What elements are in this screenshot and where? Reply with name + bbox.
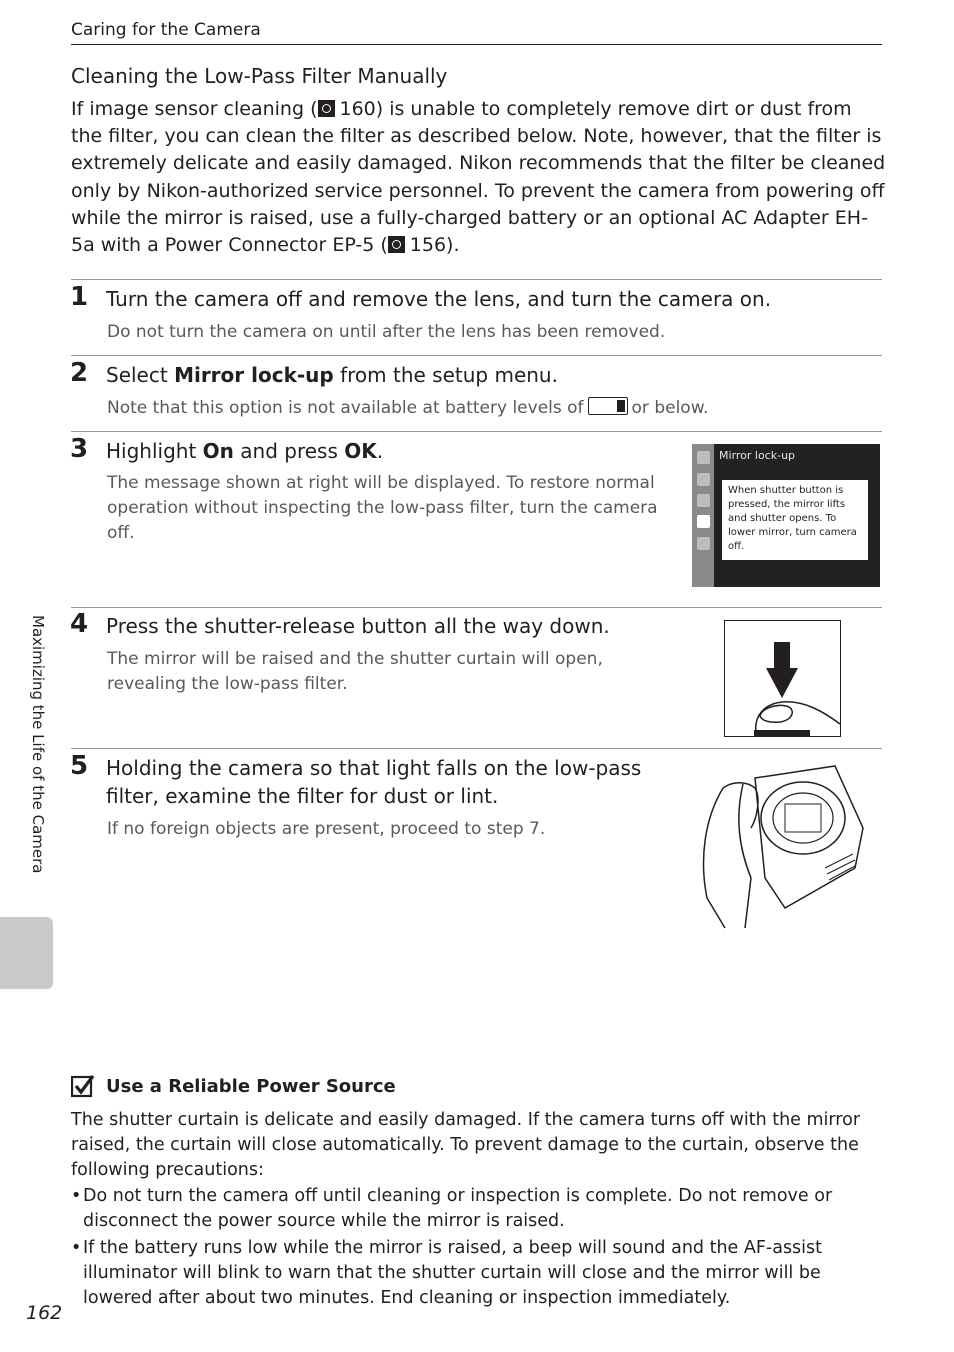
step-3-heading-pre: Highlight bbox=[106, 439, 203, 463]
step-4-number: 4 bbox=[70, 609, 89, 639]
step-4-body: The mirror will be raised and the shutter curtain will open, revealing the low-pass filter. bbox=[107, 649, 603, 694]
step-3-heading-mid: and press bbox=[233, 439, 345, 463]
menu-item-mirror-lock-up: Mirror lock-up bbox=[174, 363, 334, 387]
note-bullet-text: If the battery runs low while the mirror is raised, a beep will sound and the AF-assist illuminator will blink to warn that the shutter curtain will close and the mirror will be lowered after about two minutes. End cleaning or inspection immediately. bbox=[83, 1238, 823, 1308]
step-divider bbox=[71, 607, 882, 608]
step-divider bbox=[71, 431, 882, 432]
step-2-heading-post: from the setup menu. bbox=[333, 363, 558, 387]
step-3-number: 3 bbox=[70, 434, 89, 464]
step-2-body-post: or below. bbox=[631, 398, 709, 418]
step-2-heading-pre: Select bbox=[106, 363, 175, 387]
header-rule bbox=[71, 44, 882, 45]
step-2-number: 2 bbox=[70, 358, 89, 388]
intro-paragraph bbox=[71, 96, 886, 259]
intro-text-1: If image sensor cleaning ( bbox=[71, 98, 318, 120]
step-3-body: The message shown at right will be displayed. To restore normal operation without inspecting the low-pass filter, turn the camera off. bbox=[107, 473, 658, 543]
running-header: Caring for the Camera bbox=[71, 20, 261, 40]
step-5-heading: Holding the camera so that light falls on the low-pass filter, examine the filter for dust or lint. bbox=[106, 756, 642, 808]
chapter-side-label bbox=[25, 615, 55, 905]
step-1-body: Do not turn the camera on until after the lens has been removed. bbox=[107, 322, 666, 342]
note-bullet-text: Do not turn the camera off until cleaning or inspection is complete. Do not remove or disconnect the power source while the mirror is raised. bbox=[83, 1186, 833, 1231]
bullet-dot: • bbox=[71, 1238, 82, 1258]
option-on: On bbox=[202, 439, 234, 463]
step-5-body: If no foreign objects are present, proceed to step 7. bbox=[107, 819, 546, 839]
intro-text-3: 156). bbox=[409, 234, 460, 257]
note-body: The shutter curtain is delicate and easily damaged. If the camera turns off with the mirror raised, the curtain will close automatically. To prevent damage to the curtain, observe the following precautions: bbox=[71, 1110, 861, 1180]
step-3-heading-post: . bbox=[376, 439, 384, 463]
shutter-press-illustration bbox=[724, 620, 841, 737]
step-divider bbox=[71, 279, 882, 280]
step-2-body bbox=[107, 396, 708, 421]
retouch-icon bbox=[697, 537, 710, 550]
setup-wrench-icon bbox=[697, 515, 710, 528]
playback-icon bbox=[697, 451, 710, 464]
step-2-body-pre: Note that this option is not available at battery levels of bbox=[107, 398, 584, 418]
step-4-heading: Press the shutter-release button all the way down. bbox=[106, 614, 610, 638]
page-reference-icon bbox=[388, 236, 405, 253]
page-number: 162 bbox=[26, 1302, 63, 1324]
bullet-dot: • bbox=[71, 1186, 82, 1206]
battery-low-icon bbox=[588, 397, 628, 415]
page-reference-icon bbox=[318, 100, 335, 117]
note-title: Use a Reliable Power Source bbox=[106, 1076, 396, 1097]
step-1-number: 1 bbox=[70, 282, 89, 312]
shooting-icon bbox=[697, 473, 710, 486]
screen-title: Mirror lock-up bbox=[719, 449, 796, 462]
step-3-heading bbox=[106, 437, 383, 465]
section-title: Cleaning the Low-Pass Filter Manually bbox=[71, 64, 448, 88]
chapter-side-label-text: Maximizing the Life of the Camera bbox=[29, 615, 47, 874]
note-bullet bbox=[71, 1184, 886, 1234]
step-1-heading: Turn the camera off and remove the lens, and turn the camera on. bbox=[106, 287, 772, 311]
chapter-tab bbox=[0, 917, 53, 989]
ok-button-label: OK bbox=[344, 439, 377, 463]
screen-message: When shutter button is pressed, the mirror lifts and shutter opens. To lower mirror, turn camera off. bbox=[722, 480, 868, 560]
checkmark-note-icon bbox=[71, 1074, 95, 1098]
step-divider bbox=[71, 355, 882, 356]
note-bullet bbox=[71, 1236, 886, 1311]
intro-text-2: 160) is unable to completely remove dirt or dust from the filter, you can clean the filter as described below. Note, however, that the filter is extremely delicate and easily damaged. Nikon recommends that the filter be cleaned only by Nikon-authorized service personnel. To prevent the camera from powering off while the mirror is raised, use a fully-charged battery or an optional AC Adapter EH-5a with a Power Connector EP-5 ( bbox=[71, 98, 886, 257]
camera-inspection-illustration bbox=[695, 758, 867, 933]
step-5-number: 5 bbox=[70, 751, 89, 781]
step-divider bbox=[71, 748, 882, 749]
step-2-heading bbox=[106, 361, 558, 389]
custom-setting-icon bbox=[697, 494, 710, 507]
